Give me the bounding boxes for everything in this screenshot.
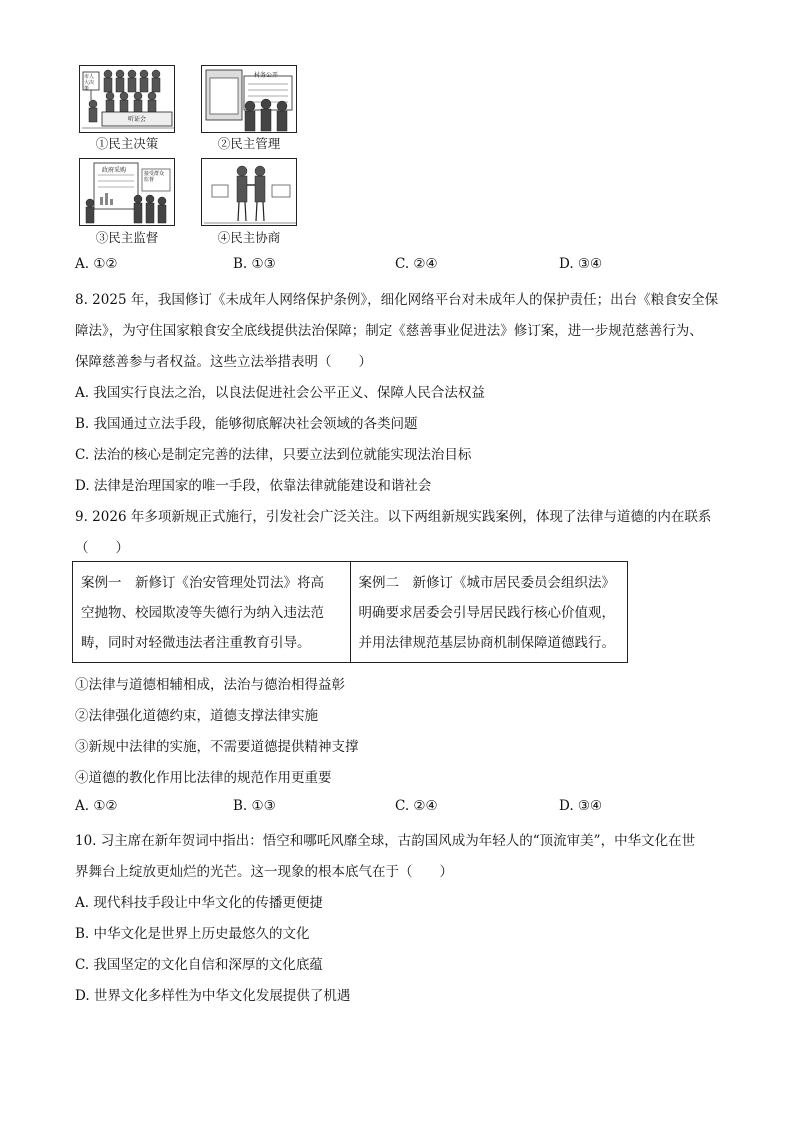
q9-case-2-line-3: 并用法律规范基层协商机制保障道德践行。 xyxy=(358,635,615,651)
figure-caption-3: ③民主监督 xyxy=(95,230,159,245)
q7-option-d[interactable]: D. ③④ xyxy=(559,256,603,272)
q9-case-1-line-3: 畴，同时对轻微违法者注重教育引导。 xyxy=(81,635,311,651)
q8-option-d[interactable]: D. 法律是治理国家的唯一手段，依靠法律就能建设和谐社会 xyxy=(75,478,432,494)
q9-case-2-line-1: 案例二 新修订《城市居民委员会组织法》 xyxy=(358,575,615,591)
supervision-sign: 接受群众监督 xyxy=(144,171,165,183)
q10-stem-line-1: 10. 习主席在新年贺词中指出：悟空和哪吒风靡全球，古韵国风成为年轻人的“顶流审美”，中华文化在世 xyxy=(75,833,696,849)
q7-option-a[interactable]: A. ①② xyxy=(75,256,118,272)
q9-item-2: ②法律强化道德约束，道德支撑法律实施 xyxy=(75,708,318,724)
hearing-banner-text: 听证会 xyxy=(128,116,147,123)
q7-option-c[interactable]: C. ②④ xyxy=(395,256,438,272)
figure-democratic-consultation xyxy=(201,158,297,226)
q9-option-c[interactable]: C. ②④ xyxy=(395,798,438,814)
q9-case-table xyxy=(72,561,628,663)
q9-case-1-line-1: 案例一 新修订《治安管理处罚法》将高 xyxy=(81,575,324,591)
procurement-sign: 政府采购 xyxy=(102,167,127,174)
q10-option-b[interactable]: B. 中华文化是世界上历史最悠久的文化 xyxy=(75,926,310,942)
q9-item-1: ①法律与道德相辅相成，法治与德治相得益彰 xyxy=(75,677,345,693)
q7-option-b[interactable]: B. ①③ xyxy=(233,256,276,272)
q9-stem-line-1: 9. 2026 年多项新规正式施行，引发社会广泛关注。以下两组新规实践案例，体现了法律与道德的内在联系 xyxy=(75,509,712,525)
hearing-sign-text: 市人大决策 xyxy=(84,74,95,92)
q8-option-b[interactable]: B. 我国通过立法手段，能够彻底解决社会领域的各类问题 xyxy=(75,416,418,432)
figure-democratic-decision xyxy=(79,65,175,133)
q9-stem-line-2: （ ） xyxy=(75,540,129,556)
q9-item-4: ④道德的教化作用比法律的规范作用更重要 xyxy=(75,770,332,786)
q10-option-a[interactable]: A. 现代科技手段让中华文化的传播更便捷 xyxy=(75,895,323,911)
notice-board-illustration xyxy=(202,66,297,133)
q9-option-d[interactable]: D. ③④ xyxy=(559,798,603,814)
q9-case-1 xyxy=(73,562,351,663)
q8-stem-line-1: 8. 2025 年，我国修订《未成年人网络保护条例》，细化网络平台对未成年人的保护责任；出台《粮食安全保 xyxy=(75,292,719,308)
figure-democratic-management xyxy=(201,65,297,133)
q9-case-2-line-2: 明确要求居委会引导居民践行核心价值观， xyxy=(358,605,615,621)
figure-caption-1: ①民主决策 xyxy=(95,136,159,151)
q10-option-c[interactable]: C. 我国坚定的文化自信和深厚的文化底蕴 xyxy=(75,957,323,973)
figure-caption-2: ②民主管理 xyxy=(217,136,281,151)
figure-caption-4: ④民主协商 xyxy=(217,230,281,245)
q8-option-a[interactable]: A. 我国实行良法之治，以良法促进社会公平正义、保障人民合法权益 xyxy=(75,385,485,401)
consultation-illustration xyxy=(202,159,297,226)
q10-stem-line-2: 界舞台上绽放更灿烂的光芒。这一现象的根本底气在于（ ） xyxy=(75,864,453,880)
q10-option-d[interactable]: D. 世界文化多样性为中华文化发展提供了机遇 xyxy=(75,988,351,1004)
figure-democratic-supervision xyxy=(79,158,175,226)
q9-option-a[interactable]: A. ①② xyxy=(75,798,118,814)
q9-case-2 xyxy=(350,562,628,663)
q9-option-b[interactable]: B. ①③ xyxy=(233,798,276,814)
supervision-illustration xyxy=(80,159,175,226)
q8-stem-line-2: 障法》，为守住国家粮食安全底线提供法治保障；制定《慈善事业促进法》修订案，进一步规范慈善行为、 xyxy=(75,323,703,339)
q9-case-1-line-2: 空抛物、校园欺凌等失德行为纳入违法范 xyxy=(81,605,324,621)
village-affairs-sign: 村务公开 xyxy=(254,72,279,79)
q8-option-c[interactable]: C. 法治的核心是制定完善的法律，只要立法到位就能实现法治目标 xyxy=(75,447,472,463)
q9-item-3: ③新规中法律的实施，不需要道德提供精神支撑 xyxy=(75,739,359,755)
q8-stem-line-3: 保障慈善参与者权益。这些立法举措表明（ ） xyxy=(75,354,372,370)
